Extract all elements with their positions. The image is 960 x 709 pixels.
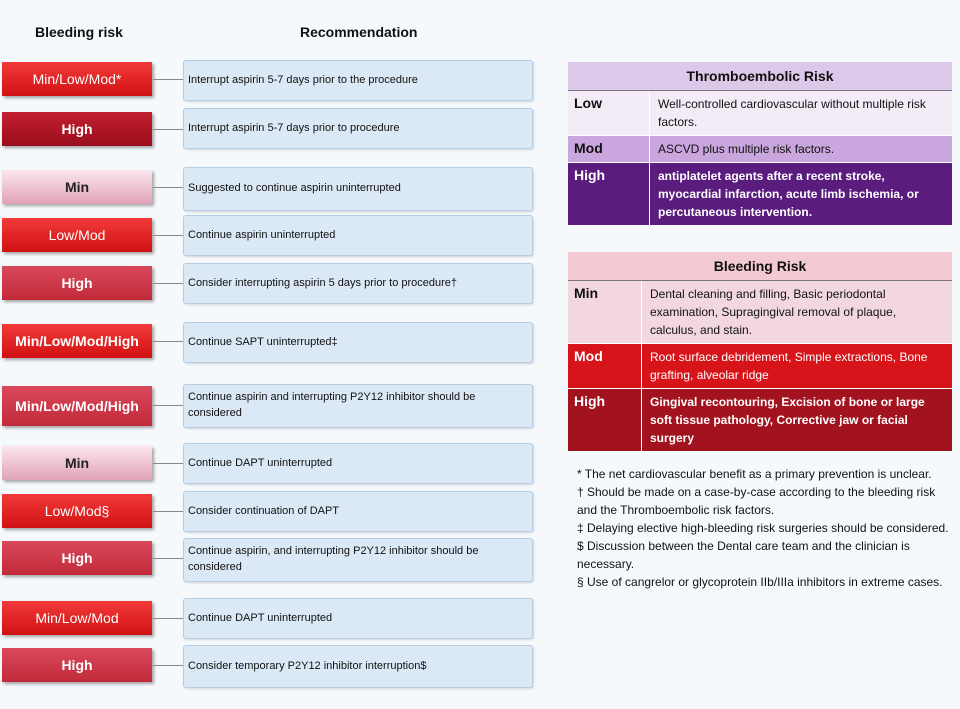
recommendation-header: Recommendation (300, 24, 418, 40)
bleed-text: Dental cleaning and filling, Basic periodontal examination, Supragingival removal of plaque, calculus, and stain. (650, 287, 897, 337)
connector-line (153, 558, 183, 559)
connector-line (153, 129, 183, 130)
connector-line (153, 187, 183, 188)
footnote: † Should be made on a case-by-case according to the bleeding risk and the Thromboembolic risk factors. (577, 485, 936, 517)
footnotes (577, 465, 952, 591)
risk-box: Min/Low/Mod/High (2, 324, 152, 358)
bleeding-risk-title: Bleeding Risk (568, 252, 952, 281)
bleed-row-high (568, 389, 952, 452)
recommendation-box: Consider continuation of DAPT (183, 491, 533, 532)
risk-box: High (2, 266, 152, 300)
recommendation-box: Suggested to continue aspirin uninterrupted (183, 167, 533, 211)
risk-box: Min/Low/Mod (2, 601, 152, 635)
risk-box: Min/Low/Mod* (2, 62, 152, 96)
risk-box: Min/Low/Mod/High (2, 386, 152, 426)
bleed-label: Min (568, 281, 642, 343)
connector-line (153, 665, 183, 666)
thrombo-row-mod (568, 136, 952, 163)
recommendation-box: Consider temporary P2Y12 inhibitor interruption$ (183, 645, 533, 688)
risk-box: Min (2, 170, 152, 204)
footnote: ‡ Delaying elective high-bleeding risk surgeries should be considered. (577, 521, 949, 535)
recommendation-box: Consider interrupting aspirin 5 days prior to procedure† (183, 263, 533, 304)
connector-line (153, 405, 183, 406)
thrombo-row-low (568, 91, 952, 136)
thrombo-text: ASCVD plus multiple risk factors. (658, 142, 835, 156)
bleed-row-mod (568, 344, 952, 389)
risk-box: High (2, 648, 152, 682)
risk-box: High (2, 112, 152, 146)
thrombo-label: Low (568, 91, 650, 135)
recommendation-box: Continue aspirin uninterrupted (183, 215, 533, 256)
thrombo-text: antiplatelet agents after a recent stroke, myocardial infarction, acute limb ischemia, or percutaneous intervention. (658, 169, 919, 219)
connector-line (153, 283, 183, 284)
bleeding-risk-header: Bleeding risk (35, 24, 123, 40)
recommendation-box: Continue DAPT uninterrupted (183, 443, 533, 484)
connector-line (153, 463, 183, 464)
connector-line (153, 79, 183, 80)
footnote: * The net cardiovascular benefit as a primary prevention is unclear. (577, 467, 932, 481)
recommendation-box: Continue aspirin, and interrupting P2Y12 inhibitor should be considered (183, 538, 533, 582)
thrombo-label: High (568, 163, 650, 225)
connector-line (153, 618, 183, 619)
recommendation-box: Continue SAPT uninterrupted‡ (183, 322, 533, 363)
recommendation-box: Continue aspirin and interrupting P2Y12 inhibitor should be considered (183, 384, 533, 428)
bleed-text: Root surface debridement, Simple extractions, Bone grafting, alveolar ridge (650, 350, 928, 382)
risk-box: Low/Mod (2, 218, 152, 252)
recommendation-box: Interrupt aspirin 5-7 days prior to the procedure (183, 60, 533, 101)
thrombo-text: Well-controlled cardiovascular without multiple risk factors. (658, 97, 926, 129)
thrombo-row-high (568, 163, 952, 226)
bleed-row-min (568, 281, 952, 344)
footnote: $ Discussion between the Dental care team and the clinician is necessary. (577, 539, 910, 571)
bleed-label: High (568, 389, 642, 451)
footnote: § Use of cangrelor or glycoprotein IIb/IIIa inhibitors in extreme cases. (577, 575, 943, 589)
bleeding-risk-table (568, 252, 952, 452)
risk-box: Min (2, 446, 152, 480)
recommendation-box: Continue DAPT uninterrupted (183, 598, 533, 639)
thrombo-label: Mod (568, 136, 650, 162)
risk-box: High (2, 541, 152, 575)
bleed-text: Gingival recontouring, Excision of bone or large soft tissue pathology, Corrective jaw or facial surgery (650, 395, 925, 445)
thromboembolic-risk-table (568, 62, 952, 226)
thromboembolic-risk-title: Thromboembolic Risk (568, 62, 952, 91)
bleed-label: Mod (568, 344, 642, 388)
connector-line (153, 511, 183, 512)
recommendation-box: Interrupt aspirin 5-7 days prior to procedure (183, 108, 533, 149)
connector-line (153, 341, 183, 342)
connector-line (153, 235, 183, 236)
risk-box: Low/Mod§ (2, 494, 152, 528)
